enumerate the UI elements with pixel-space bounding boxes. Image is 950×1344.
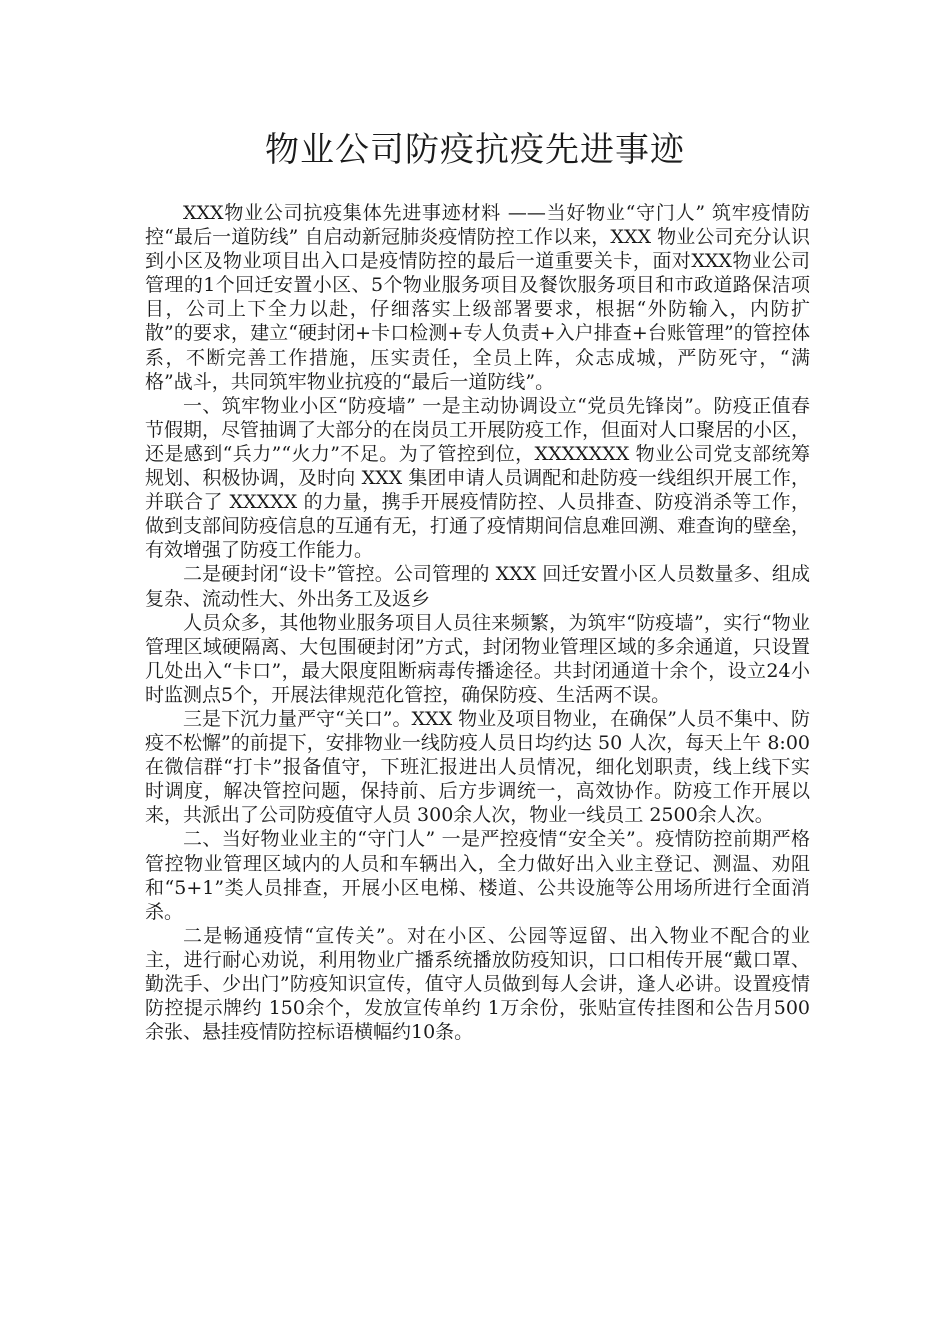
document-title: 物业公司防疫抗疫先进事迹: [265, 130, 685, 170]
paragraph-hard-closure: 二是硬封闭“设卡”管控。公司管理的 XXX 回迁安置小区人员数量多、组成复杂、流动性大、外出务工及返乡: [145, 563, 810, 610]
paragraph-publicity: 二是畅通疫情“宣传关”。对在小区、公园等逗留、出入物业不配合的业主，进行耐心劝说，利用物业广播系统播放防疫知识，口口相传开展“戴口罩、勤洗手、少出门”防疫知识宣传，值守人员做到每人会讲，逢人必讲。设置疫情防控提示牌约 150余个，发放宣传单约 1万余份，张贴宣传挂图和公告月500余张、悬挂疫情防控标语横幅约10条。: [145, 924, 810, 1044]
paragraph-hard-closure-continued: 人员众多，其他物业服务项目人员往来频繁，为筑牢“防疫墙”，实行“物业管理区域硬隔离、大包围硬封闭”方式，封闭物业管理区域的多余通道，只设置几处出入“卡口”，最大限度阻断病毒传播途径。共封闭通道十余个，设立24小时监测点5个，开展法律规范化管控，确保防疫、生活两不误。: [145, 611, 810, 706]
paragraph-intro: XXX物业公司抗疫集体先进事迹材料 ——当好物业“守门人” 筑牢疫情防控“最后一道防线” 自启动新冠肺炎疫情防控工作以来，XXX 物业公司充分认识到小区及物业项目出入口是疫情防控的最后一道重要关卡，面对XXX物业公司管理的1个回迁安置小区、5个物业服务项目及餐饮服务项目和市政道路保洁项目，公司上下全力以赴，仔细落实上级部署要求，根据“外防输入，内防扩散”的要求，建立“硬封闭+卡口检测+专人负责+入户排查+台账管理”的管控体系，不断完善工作措施，压实责任，全员上阵，众志成城，严防死守，“满格”战斗，共同筑牢物业抗疫的“最后一道防线”。: [145, 202, 810, 393]
document-body: [145, 201, 810, 1044]
paragraph-section-2: 二、当好物业业主的“守门人” 一是严控疫情“安全关”。疫情防控前期严格管控物业管理区域内的人员和车辆出入，全力做好出入业主登记、测温、劝阻和“5+1”类人员排查，开展小区电梯、楼道、公共设施等公用场所进行全面消杀。: [145, 828, 810, 923]
paragraph-checkpoint: 三是下沉力量严守“关口”。XXX 物业及项目物业，在确保”人员不集中、防疫不松懈”的前提下，安排物业一线防疫人员日均约达 50 人次，每天上午 8:00 在微信群“打卡”报备值守，下班汇报进出人员情况，细化划职责，线上线下实时调度，解决管控问题，保持前、后方步调统一，高效协作。防疫工作开展以来，共派出了公司防疫值守人员 300余人次，物业一线员工 2500余人次。: [145, 707, 810, 827]
paragraph-section-1: 一、筑牢物业小区“防疫墙” 一是主动协调设立“党员先锋岗”。防疫正值春节假期，尽管抽调了大部分的在岗员工开展防疫工作，但面对人口聚居的小区，还是感到“兵力”“火力”不足。为了管控到位，XXXXXXX 物业公司党支部统筹规划、积极协调，及时向 XXX 集团申请人员调配和赴防疫一线组织开展工作，并联合了 XXXXX 的力量，携手开展疫情防控、人员排查、防疫消杀等工作，做到支部间防疫信息的互通有无，打通了疫情期间信息难回溯、难查询的壁垒，有效增强了防疫工作能力。: [145, 394, 811, 562]
